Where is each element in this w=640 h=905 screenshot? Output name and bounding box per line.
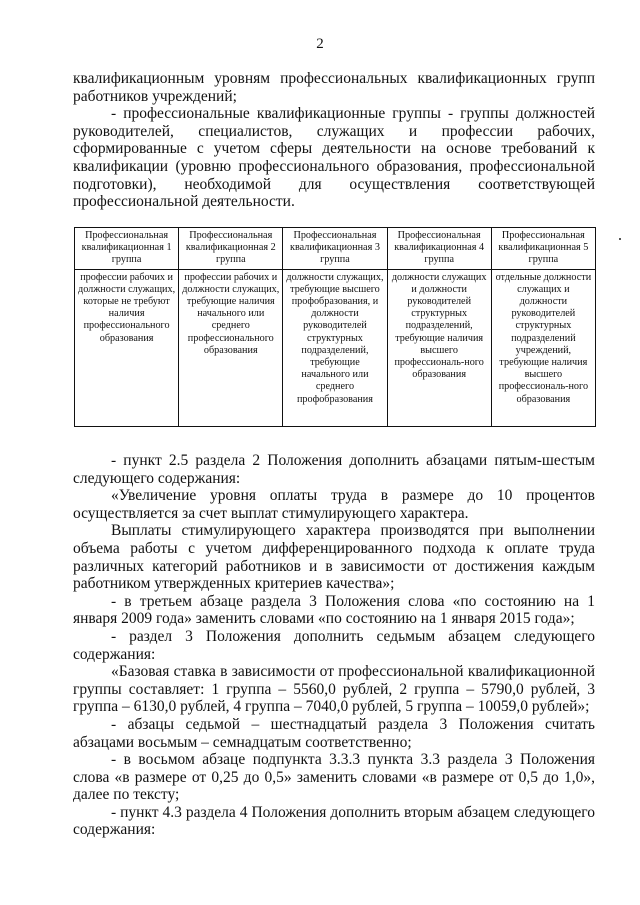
paragraph: - пункт 4.3 раздела 4 Положения дополнить вторым абзацем следующего содержания: [73,803,595,839]
table-row [75,269,596,426]
paragraph: - пункт 2.5 раздела 2 Положения дополнить абзацами пятым-шестым следующего содержания: [73,452,595,487]
intro-text [73,70,595,211]
cell-group-1: профессии рабочих и должности служащих, которые не требуют наличия профессионального образования [75,269,179,426]
qualification-groups-table [74,227,596,427]
table-header-row [75,228,596,270]
cell-group-4: должности служащих и должности руководителей структурных подразделений, требующие наличия высшего профессиональ-ного образования [387,269,491,426]
paragraph: - раздел 3 Положения дополнить седьмым абзацем следующего содержания: [73,627,595,663]
paragraph: Выплаты стимулирующего характера производятся при выполнении объема работы с учетом дифференцированного подхода к оплате труда различных категорий работников и в зависимости от достижения каждым работником утвержденных критериев качества»; [73,522,595,593]
header-cell-group-5: Профессиональная квалификационная 5 группа [491,228,595,270]
cell-group-3: должности служащих, требующие высшего профобразования, и должности руководителей структурных подразделений, требующие начального или среднего профобразования [283,269,387,426]
paragraph: - в третьем абзаце раздела 3 Положения слова «по состоянию на 1 января 2009 года» заменить словами «по состоянию на 1 января 2015 года»; [73,592,595,628]
paragraph: «Базовая ставка в зависимости от профессиональной квалификационной группы составляет: 1 группа – 5560,0 рублей, 2 группа – 5790,0 рублей, 3 группа – 6130,0 рублей, 4 группа – 7040,0 рублей, 5 группа – 10059,0 рублей»; [73,663,595,716]
header-cell-group-2: Профессиональная квалификационная 2 группа [179,228,283,270]
header-cell-group-4: Профессиональная квалификационная 4 группа [387,228,491,270]
cell-group-5: отдельные должности служащих и должности руководителей структурных подразделений учреждений, требующие наличия высшего профессиональ-ного образования [491,269,595,426]
paragraph: - в восьмом абзаце подпункта 3.3.3 пункта 3.3 раздела 3 Положения слова «в размере от 0,25 до 0,5» заменить словами «в размере от 0,5 до 1,0», далее по тексту; [73,751,595,804]
cell-group-2: профессии рабочих и должности служащих, требующие наличия начального или среднего профессионального образования [179,269,283,426]
paragraph: - абзацы седьмой – шестнадцатый раздела 3 Положения считать абзацами восьмым – семнадцатым соответственно; [73,715,595,751]
paragraph: «Увеличение уровня оплаты труда в размере до 10 процентов осуществляется за счет выплат стимулирующего характера. [73,487,595,522]
paragraph: - профессиональные квалификационные группы - группы должностей руководителей, специалистов, служащих и профессии рабочих, сформированные с учетом сферы деятельности на основе требований к квалификации (уровню профессионального образования, профессиональной подготовки), необходимой для осуществления соответствующей профессиональной деятельности. [73,105,595,211]
header-cell-group-3: Профессиональная квалификационная 3 группа [283,228,387,270]
scan-speck [619,238,621,240]
header-cell-group-1: Профессиональная квалификационная 1 группа [75,228,179,270]
amendments-text [73,452,595,839]
page-number: 2 [316,36,324,52]
paragraph: квалификационным уровням профессиональных квалификационных групп работников учреждений; [73,70,595,105]
